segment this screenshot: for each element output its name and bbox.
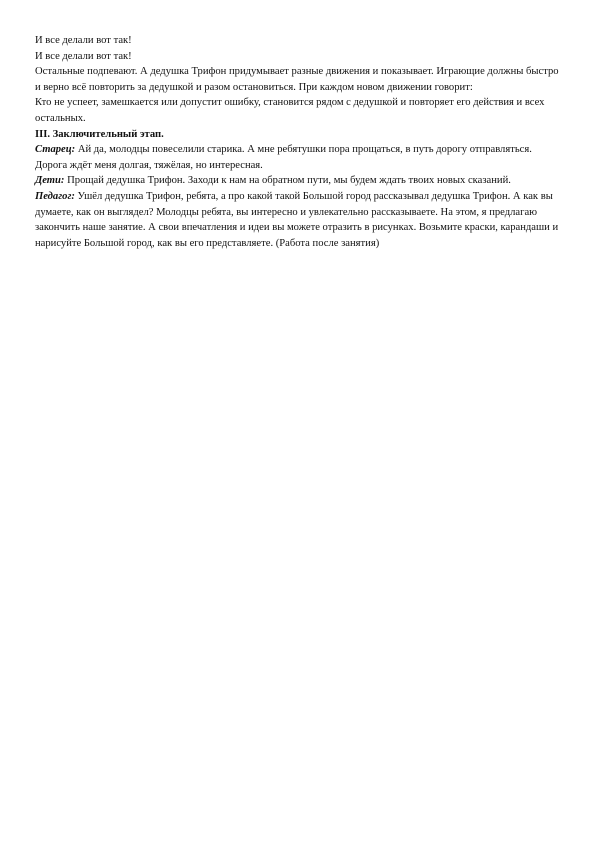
speaker-label-elder: Старец: bbox=[35, 144, 76, 156]
paragraph-refrain-2 bbox=[35, 49, 565, 65]
dialogue-text: Прощай дедушка Трифон. Заходи к нам на обратном пути, мы будем ждать твоих новых сказаний. bbox=[64, 175, 511, 187]
document-page bbox=[35, 33, 565, 251]
speaker-label-teacher: Педагог: bbox=[35, 190, 75, 202]
section-heading-text: III. Заключительный этап. bbox=[35, 128, 164, 140]
paragraph-text: И все делали вот так! bbox=[35, 35, 132, 46]
dialogue-elder bbox=[35, 142, 565, 173]
speaker-label-children: Дети: bbox=[35, 175, 65, 187]
paragraph-game-penalty bbox=[35, 95, 565, 126]
paragraph-text: Кто не успеет, замешкается или допустит ошибку, становится рядом с дедушкой и повторяет его действия и всех остальных. bbox=[35, 97, 545, 124]
dialogue-text: Ушёл дедушка Трифон, ребята, а про какой такой Большой город рассказывал дедушка Трифон. А как вы думаете, как он выглядел? Молодцы ребята, вы интересно и увлекательно рассказываете. На этом, я предлагаю закончить наше занятие. А свои впечатления и идеи вы можете отразить в рисунках. Возьмите краски, карандаши и нарисуйте Большой город, как вы его представляете. (Работа после занятия) bbox=[35, 190, 559, 249]
dialogue-text: Ай да, молодцы повеселили старика. А мне ребятушки пора прощаться, в путь дорогу отправляться. Дорога ждёт меня долгая, тяжёлая, но интересная. bbox=[35, 144, 532, 171]
paragraph-refrain-1 bbox=[35, 33, 565, 49]
dialogue-children bbox=[35, 173, 565, 189]
dialogue-teacher bbox=[35, 189, 565, 251]
section-heading bbox=[35, 127, 565, 143]
paragraph-game-rules bbox=[35, 64, 565, 95]
paragraph-text: Остальные подпевают. А дедушка Трифон придумывает разные движения и показывает. Играющие должны быстро и верно всё повторить за дедушкой и разом остановиться. При каждом новом движении говорит: bbox=[35, 66, 559, 93]
paragraph-text: И все делали вот так! bbox=[35, 50, 132, 62]
